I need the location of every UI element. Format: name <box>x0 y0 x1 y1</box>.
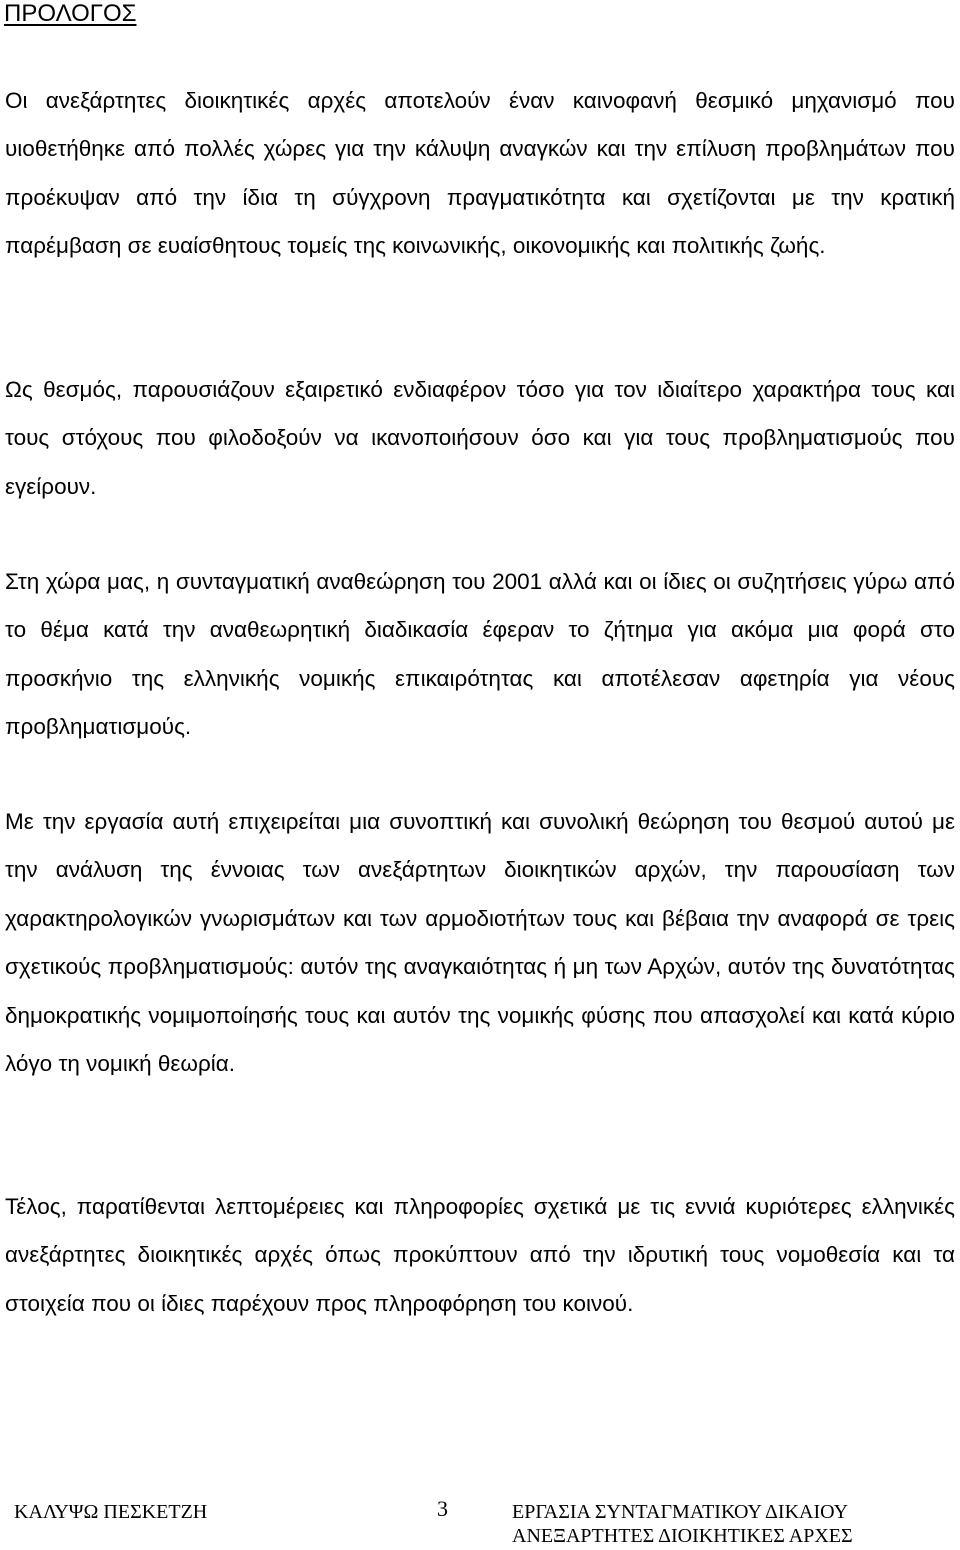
paragraph-1: Οι ανεξάρτητες διοικητικές αρχές αποτελούν έναν καινοφανή θεσμικό μηχανισμό που υιοθετήθηκε από πολλές χώρες για την κάλυψη αναγκών και την επίλυση προβλημάτων που προέκυψαν από την ίδια τη σύγχρονη πραγματικότητα και σχετίζονται με την κρατική παρέμβαση σε ευαίσθητους τομείς της κοινωνικής, οικονομικής και πολιτικής ζωής. <box>5 88 955 259</box>
footer-course: ΕΡΓΑΣΙΑ ΣΥΝΤΑΓΜΑΤΙΚΟΥ ΔΙΚΑΙΟΥ <box>512 1501 849 1523</box>
footer-author: ΚΑΛΥΨΩ ΠΕΣΚΕΤΖΗ <box>14 1501 208 1523</box>
footer-subject: ΑΝΕΞΑΡΤΗΤΕΣ ΔΙΟΙΚΗΤΙΚΕΣ ΑΡΧΕΣ <box>512 1525 853 1547</box>
paragraph-4: Με την εργασία αυτή επιχειρείται μια συνοπτική και συνολική θεώρηση του θεσμού αυτού με την ανάλυση της έννοιας των ανεξάρτητων διοικητικών αρχών, την παρουσίαση των χαρακτηρολογικών γνωρισμάτων και των αρμοδιοτήτων τους και βέβαια την αναφορά σε τρεις σχετικούς προβληματισμούς: αυτόν της αναγκαιότητας ή μη των Αρχών, αυτόν της δυνατότητας δημοκρατικής νομιμοποίησής τους και αυτόν της νομικής φύσης που απασχολεί και κατά κύριο λόγο τη νομική θεωρία. <box>5 809 955 1077</box>
page-footer <box>0 1497 960 1550</box>
footer-course-info <box>512 1500 853 1548</box>
page-title: ΠΡΟΛΟΓΟΣ <box>4 0 137 27</box>
page-number: 3 <box>437 1496 448 1521</box>
paragraph-3: Στη χώρα μας, η συνταγματική αναθεώρηση του 2001 αλλά και οι ίδιες οι συζητήσεις γύρω από το θέμα κατά την αναθεωρητική διαδικασία έφεραν το ζήτημα για ακόμα μια φορά στο προσκήνιο της ελληνικής νομικής επικαιρότητας και αποτέλεσαν αφετηρία για νέους προβληματισμούς. <box>5 569 955 740</box>
paragraph-2: Ως θεσμός, παρουσιάζουν εξαιρετικό ενδιαφέρον τόσο για τον ιδιαίτερο χαρακτήρα τους και τους στόχους που φιλοδοξούν να ικανοποιήσουν όσο και για τους προβληματισμούς που εγείρουν. <box>5 377 955 499</box>
paragraph-5: Τέλος, παρατίθενται λεπτομέρειες και πληροφορίες σχετικά με τις εννιά κυριότερες ελληνικές ανεξάρτητες διοικητικές αρχές όπως προκύπτουν από την ιδρυτική τους νομοθεσία και τα στοιχεία που οι ίδιες παρέχουν προς πληροφόρηση του κοινού. <box>5 1194 955 1316</box>
